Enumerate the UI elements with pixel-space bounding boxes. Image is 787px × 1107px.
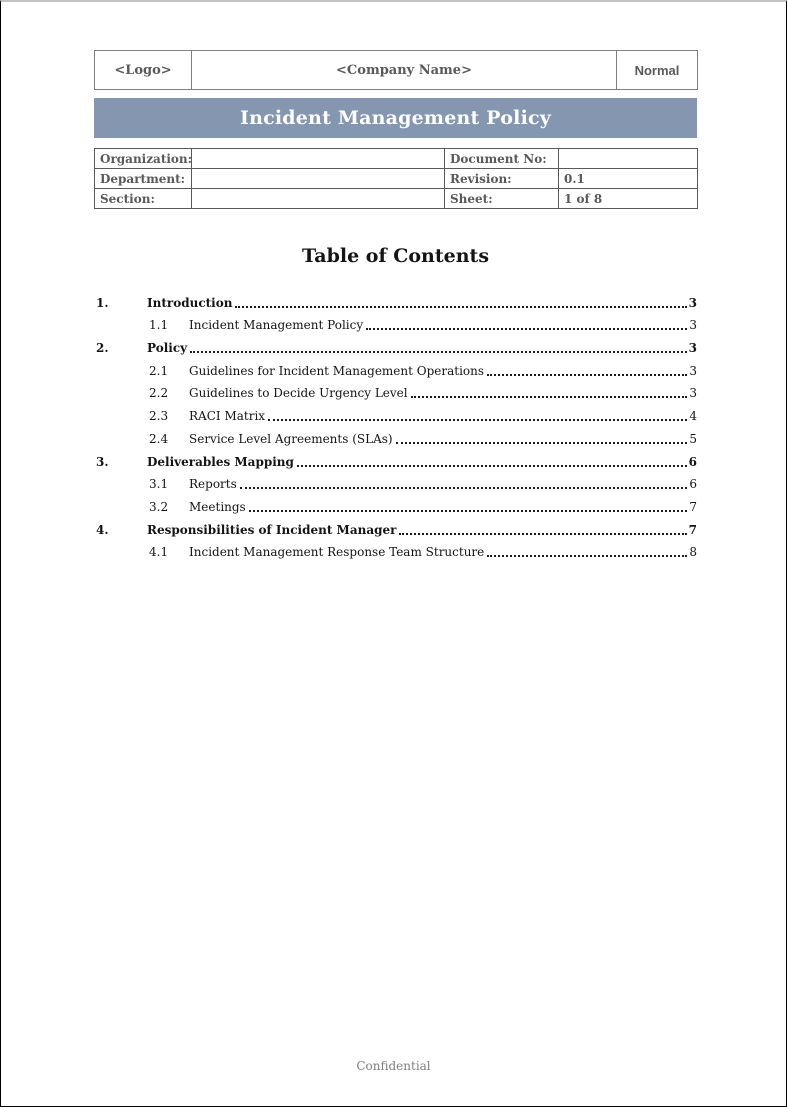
- toc-entry-page: 3: [688, 341, 697, 356]
- info-value: 1 of 8: [559, 189, 698, 209]
- header-table: [94, 50, 698, 90]
- toc-entry-page: 8: [689, 545, 697, 560]
- toc-dot-leader: [366, 328, 687, 330]
- toc-entry[interactable]: [94, 447, 697, 470]
- toc-entry-title: Service Level Agreements (SLAs): [189, 431, 393, 446]
- toc-entry-number: 3.2: [149, 499, 169, 514]
- toc-entry-page: 5: [689, 431, 697, 446]
- toc-entry-title: Reports: [189, 477, 237, 492]
- toc-entry-page: 3: [689, 318, 697, 333]
- company-name-placeholder: <Company Name>: [192, 51, 617, 90]
- toc-entry-number: 1.1: [149, 318, 169, 333]
- toc-entry-title: Incident Management Response Team Structure: [189, 545, 485, 560]
- toc-entry[interactable]: [94, 288, 697, 311]
- toc-entry-number: 2.4: [149, 431, 169, 446]
- toc-entry[interactable]: [94, 515, 697, 538]
- toc-entry[interactable]: [94, 333, 697, 356]
- toc-entry[interactable]: [94, 379, 697, 402]
- toc-entry-number: 2.1: [149, 363, 169, 378]
- toc-entry-number: 2.3: [149, 409, 169, 424]
- toc-entry-page: 7: [688, 522, 697, 537]
- toc-entry[interactable]: [94, 470, 697, 493]
- info-label: Document No:: [445, 149, 559, 169]
- document-info-table: [94, 148, 698, 209]
- toc-entry-number: 2.: [96, 341, 109, 356]
- document-content: [94, 2, 697, 560]
- toc-entry-title: Guidelines to Decide Urgency Level: [189, 386, 408, 401]
- classification-label: Normal: [617, 51, 698, 90]
- toc-dot-leader: [297, 465, 687, 467]
- toc-entry-title: RACI Matrix: [189, 409, 266, 424]
- toc-entry-page: 3: [688, 295, 697, 310]
- toc-entry-number: 3.1: [149, 477, 169, 492]
- toc-list: [94, 288, 697, 560]
- toc-dot-leader: [240, 487, 687, 489]
- info-value: [559, 149, 698, 169]
- toc-entry-number: 4.: [96, 522, 109, 537]
- toc-entry[interactable]: [94, 356, 697, 379]
- toc-dot-leader: [399, 533, 686, 535]
- info-table-row: [95, 149, 698, 169]
- toc-entry-page: 3: [689, 386, 697, 401]
- info-label: Revision:: [445, 169, 559, 189]
- info-table-body: [95, 149, 698, 209]
- toc-entry[interactable]: [94, 492, 697, 515]
- info-value: [192, 189, 445, 209]
- info-value: 0.1: [559, 169, 698, 189]
- toc-dot-leader: [190, 351, 687, 353]
- info-value: [192, 149, 445, 169]
- toc-entry-page: 4: [689, 409, 697, 424]
- toc-dot-leader: [268, 419, 687, 421]
- toc-dot-leader: [411, 396, 687, 398]
- toc-entry-page: 3: [689, 363, 697, 378]
- toc-dot-leader: [235, 306, 686, 308]
- toc-entry-number: 2.2: [149, 386, 169, 401]
- toc-entry-number: 3.: [96, 454, 109, 469]
- toc-entry-page: 6: [689, 477, 697, 492]
- toc-entry-page: 6: [688, 454, 697, 469]
- document-title-banner: Incident Management Policy: [94, 98, 697, 138]
- toc-entry[interactable]: [94, 401, 697, 424]
- footer-confidential-label: Confidential: [356, 1059, 431, 1073]
- toc-entry-title: Deliverables Mapping: [147, 454, 294, 469]
- info-label: Section:: [95, 189, 192, 209]
- toc-entry[interactable]: [94, 311, 697, 334]
- info-value: [192, 169, 445, 189]
- toc-entry-title: Introduction: [147, 295, 233, 310]
- logo-placeholder: <Logo>: [95, 51, 192, 90]
- toc-entry-title: Incident Management Policy: [189, 318, 364, 333]
- toc-dot-leader: [396, 442, 687, 444]
- toc-entry-title: Guidelines for Incident Management Operations: [189, 363, 485, 378]
- toc-entry-number: 4.1: [149, 545, 169, 560]
- info-table-row: [95, 169, 698, 189]
- info-label: Organization:: [95, 149, 192, 169]
- toc-entry-title: Meetings: [189, 499, 246, 514]
- toc-heading: Table of Contents: [301, 245, 490, 267]
- toc-entry-title: Responsibilities of Incident Manager: [147, 522, 397, 537]
- info-label: Department:: [95, 169, 192, 189]
- toc-entry-page: 7: [689, 499, 697, 514]
- toc-entry-number: 1.: [96, 295, 109, 310]
- header-row: [95, 51, 698, 90]
- info-table-row: [95, 189, 698, 209]
- toc-entry[interactable]: [94, 538, 697, 561]
- toc-dot-leader: [249, 510, 687, 512]
- toc-entry-title: Policy: [147, 341, 188, 356]
- toc-dot-leader: [487, 374, 687, 376]
- toc-dot-leader: [487, 555, 687, 557]
- toc-entry[interactable]: [94, 424, 697, 447]
- info-label: Sheet:: [445, 189, 559, 209]
